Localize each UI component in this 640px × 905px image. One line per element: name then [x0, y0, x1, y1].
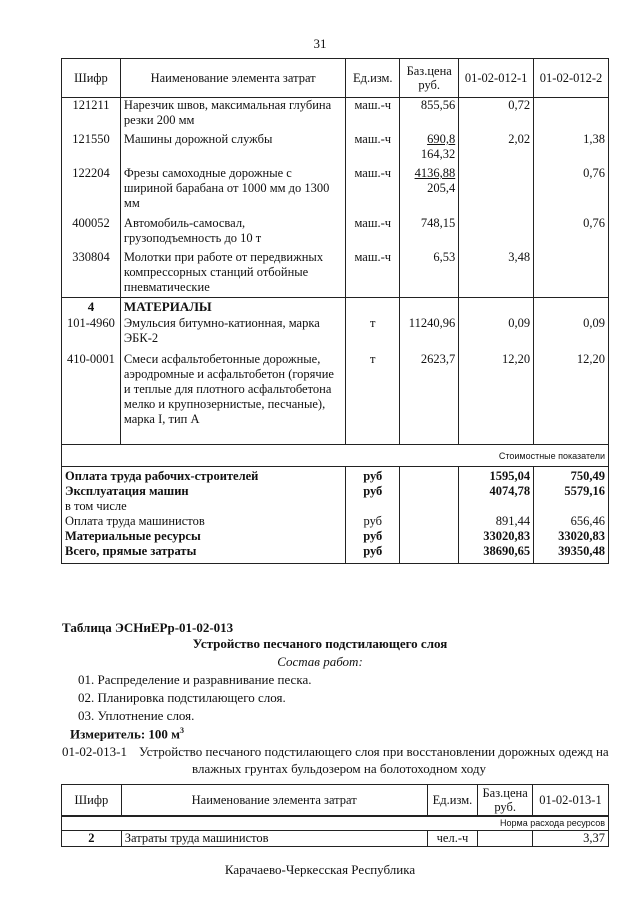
summary-row: Всего, прямые затраты руб 38690,65 39350,48: [62, 544, 609, 564]
price-value-2: 164,32: [420, 147, 456, 161]
price-value: 690,8: [427, 132, 456, 146]
table-row: 121211 Нарезчик швов, максимальная глубина резки 200 мм маш.-ч 855,56 0,72: [62, 98, 609, 133]
header-code: Шифр: [62, 59, 121, 98]
meter-exponent: 3: [180, 726, 185, 735]
norm-caption: Норма расхода ресурсов: [62, 817, 609, 831]
summary-row: в том числе: [62, 499, 609, 514]
section-row-materials: [62, 298, 609, 315]
summary-row: Оплата труда рабочих-строителей руб 1595,04 750,49: [62, 467, 609, 485]
resources-table-013: [61, 784, 609, 847]
table-row: 410-0001 Смеси асфальтобетонные дорожные, аэродромные и асфальтобетон (горячие и теплые для плотного асфальтобетона мелко и крупнозернистые, песчаные), марка I, тип А т 2623,7 12,20 12,20: [62, 352, 609, 445]
header-norm: 01-02-013-1: [532, 785, 608, 816]
table-row: 330804 Молотки при работе от передвижных компрессорных станций отбойные пневматические маш.-ч 6,53 3,48: [62, 250, 609, 298]
meter-label: Измеритель: 100 $м^3$: [70, 726, 185, 742]
header-base-price: Баз.цена руб.: [478, 785, 533, 816]
footer-region: Карачаево-Черкесская Республика: [224, 862, 416, 877]
summary-row: Материальные ресурсы руб 33020,83 33020,83: [62, 529, 609, 544]
page-number: 31: [313, 36, 327, 51]
header-name: Наименование элемента затрат: [120, 59, 345, 98]
table-row: 122204 Фрезы самоходные дорожные с шириной барабана от 1000 мм до 1300 мм маш.-ч 4136,88 205,4 0,76: [62, 166, 609, 216]
price-value: 4136,88: [414, 166, 456, 180]
table-row: 101-4960 Эмульсия битумно-катионная, марка ЭБК-2 т 11240,96 0,09 0,09: [62, 314, 609, 352]
price-value-2: 205,4: [427, 181, 456, 195]
cost-caption: Стоимостные показатели: [62, 445, 609, 467]
section-title: Устройство песчаного подстилающего слоя: [192, 636, 448, 651]
table-header-row: [62, 785, 609, 816]
header-unit: Ед.изм.: [346, 59, 400, 98]
cost-caption-row: [62, 445, 609, 467]
works-title: Состав работ:: [277, 654, 363, 669]
header-base-price: Баз.цена руб.: [400, 59, 459, 98]
header-name: Наименование элемента затрат: [121, 785, 427, 816]
table-row: 2 Затраты труда машинистов чел.-ч 3,37: [62, 831, 609, 847]
item-code: 01-02-013-1: [62, 744, 127, 759]
header-code: Шифр: [62, 785, 122, 816]
work-item: 01. Распределение и разравнивание песка.: [78, 672, 312, 687]
resources-table-012: [61, 58, 609, 564]
caption-row: [62, 817, 609, 831]
section-title: МАТЕРИАЛЫ: [120, 298, 345, 315]
work-item: 02. Планировка подстилающего слоя.: [78, 690, 286, 705]
summary-row: Оплата труда машинистов руб 891,44 656,46: [62, 514, 609, 529]
summary-row: Эксплуатация машин руб 4074,78 5579,16: [62, 484, 609, 499]
header-norm-1: 01-02-012-1: [459, 59, 534, 98]
work-item: 03. Уплотнение слоя.: [78, 708, 195, 723]
item-description-cont: влажных грунтах бульдозером на болотоходном ходу: [192, 761, 486, 776]
table-title: Таблица ЭСНиЕРр-01-02-013: [62, 620, 234, 635]
item-description: Устройство песчаного подстилающего слоя при восстановлении дорожных одежд на: [139, 744, 609, 759]
header-norm-2: 01-02-012-2: [534, 59, 609, 98]
table-row: 121550 Машины дорожной службы маш.-ч 690,8 164,32 2,02 1,38: [62, 132, 609, 166]
table-row: 400052 Автомобиль-самосвал, грузоподъемность до 10 т маш.-ч 748,15 0,76: [62, 216, 609, 250]
table-header-row: [62, 59, 609, 98]
header-unit: Ед.изм.: [427, 785, 478, 816]
section-number: 4: [62, 298, 121, 315]
